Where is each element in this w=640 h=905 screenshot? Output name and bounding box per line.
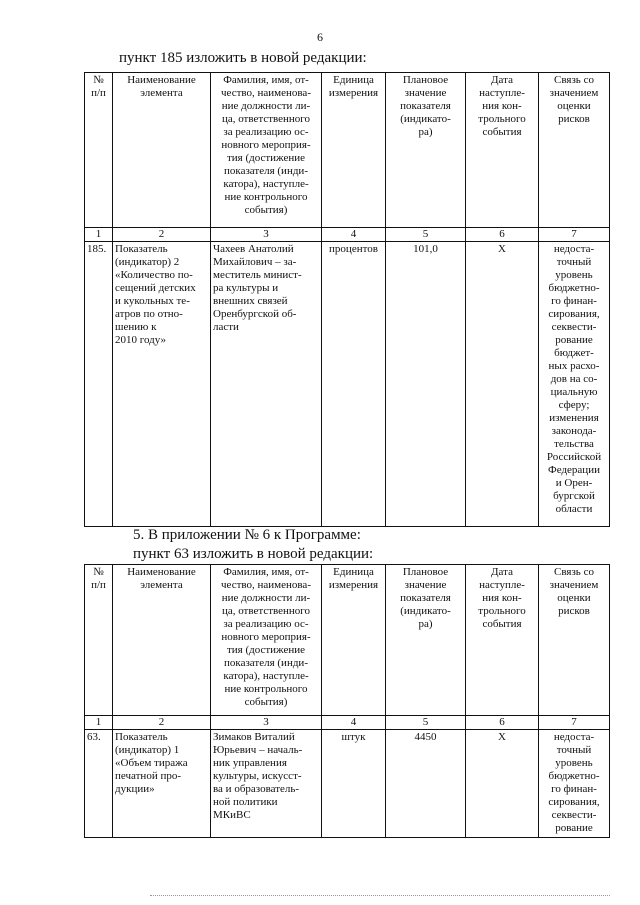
col-number: 1	[85, 716, 113, 730]
column-number-row	[85, 228, 610, 242]
row-unit: процентов	[322, 242, 386, 527]
table-row	[85, 730, 610, 838]
col-number: 7	[539, 228, 610, 242]
row-plan: 101,0	[386, 242, 466, 527]
table-header-row	[85, 73, 610, 228]
col-number: 3	[211, 228, 322, 242]
row-person: Зимаков Виталий Юрьевич – началь- ник управления культуры, искусст- ва и образователь- ной политики МКиВС	[211, 730, 322, 838]
row-name: Показатель (индикатор) 1 «Объем тиража печатной про- дукции»	[113, 730, 211, 838]
col-number: 6	[466, 228, 539, 242]
header-person: Фамилия, имя, от- чество, наименова- ние должности ли- ца, ответственного за реализацию ос- новного мероприя- тия (достижение показателя (инди- катора), наступле- ние контрольного события)	[211, 565, 322, 716]
column-number-row	[85, 716, 610, 730]
table-item-185	[84, 72, 610, 527]
row-person: Чахеев Анатолий Михайлович – за- меститель минист- ра культуры и внешних связей Оренбургской об- ласти	[211, 242, 322, 527]
table-header-row	[85, 565, 610, 716]
col-number: 6	[466, 716, 539, 730]
section-heading-185: пункт 185 изложить в новой редакции:	[119, 50, 367, 66]
header-name: Наименование элемента	[113, 73, 211, 228]
col-number: 7	[539, 716, 610, 730]
header-date: Дата наступле- ния кон- трольного события	[466, 73, 539, 228]
col-number: 1	[85, 228, 113, 242]
table-item-63	[84, 564, 610, 838]
row-risk: недоста- точный уровень бюджетно- го финан- сирования, секвести- рование бюджет- ных расхо- дов на со- циальную сферу; изменения законода- тельства Российской Федерации и Орен- бургской области	[539, 242, 610, 527]
col-number: 4	[322, 716, 386, 730]
col-number: 5	[386, 716, 466, 730]
header-name: Наименование элемента	[113, 565, 211, 716]
row-num: 63.	[85, 730, 113, 838]
row-num: 185.	[85, 242, 113, 527]
header-person: Фамилия, имя, от- чество, наименова- ние должности ли- ца, ответственного за реализацию ос- новного мероприя- тия (достижение показателя (инди- катора), наступле- ние контрольного события)	[211, 73, 322, 228]
col-number: 2	[113, 716, 211, 730]
section-heading-63: пункт 63 изложить в новой редакции:	[133, 546, 374, 562]
page-number: 6	[317, 30, 323, 44]
row-unit: штук	[322, 730, 386, 838]
header-unit: Единица измерения	[322, 565, 386, 716]
section-heading-appendix: 5. В приложении № 6 к Программе:	[133, 527, 361, 543]
row-date: X	[466, 730, 539, 838]
scan-footer-line	[150, 895, 610, 899]
row-risk: недоста- точный уровень бюджетно- го финан- сирования, секвести- рование	[539, 730, 610, 838]
header-num: № п/п	[85, 565, 113, 716]
row-plan: 4450	[386, 730, 466, 838]
col-number: 4	[322, 228, 386, 242]
header-plan: Плановое значение показателя (индикато- ра)	[386, 565, 466, 716]
header-plan: Плановое значение показателя (индикато- ра)	[386, 73, 466, 228]
row-name: Показатель (индикатор) 2 «Количество по- сещений детских и кукольных те- атров по отно- шению к 2010 году»	[113, 242, 211, 527]
col-number: 5	[386, 228, 466, 242]
header-unit: Единица измерения	[322, 73, 386, 228]
header-risk: Связь со значением оценки рисков	[539, 565, 610, 716]
col-number: 3	[211, 716, 322, 730]
row-date: X	[466, 242, 539, 527]
header-risk: Связь со значением оценки рисков	[539, 73, 610, 228]
header-date: Дата наступле- ния кон- трольного события	[466, 565, 539, 716]
header-num: № п/п	[85, 73, 113, 228]
col-number: 2	[113, 228, 211, 242]
table-row	[85, 242, 610, 527]
